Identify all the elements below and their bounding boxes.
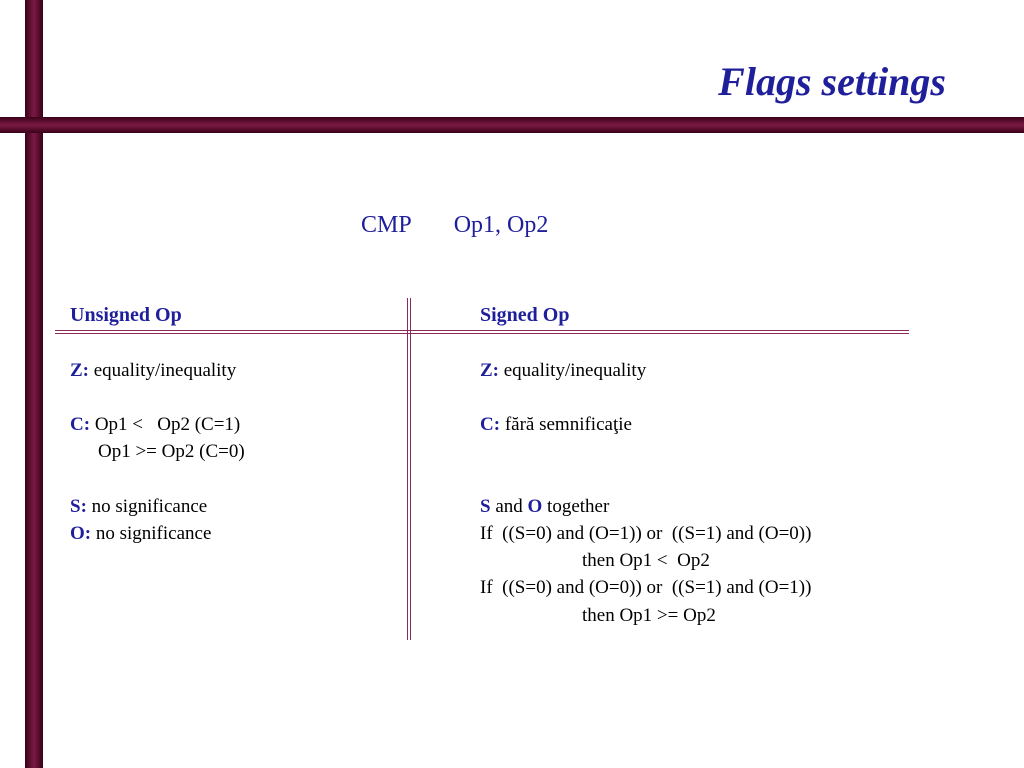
left-decorative-bar <box>25 0 43 768</box>
instruction-operands: Op1, Op2 <box>453 212 549 238</box>
instruction-mnemonic: CMP <box>361 212 412 238</box>
unsigned-c-key: C: <box>70 414 91 435</box>
slide-title: Flags settings <box>718 59 946 104</box>
unsigned-z-row <box>70 359 236 383</box>
unsigned-z-text: equality/inequality <box>89 360 237 381</box>
signed-together-text: together <box>542 496 610 517</box>
signed-z-key: Z: <box>480 360 499 381</box>
signed-s-key: S <box>480 496 491 517</box>
signed-if1-row: If ((S=0) and (O=1)) or ((S=1) and (O=0)) <box>480 523 812 544</box>
signed-z-row <box>480 359 646 383</box>
signed-and-text: and <box>490 496 528 517</box>
unsigned-o-key: O: <box>70 523 92 544</box>
top-decorative-bar <box>0 117 1024 133</box>
table-horizontal-divider <box>55 330 909 334</box>
unsigned-c-row <box>70 413 240 437</box>
unsigned-o-row <box>70 522 211 546</box>
unsigned-s-row <box>70 495 207 519</box>
signed-z-text: equality/inequality <box>499 360 647 381</box>
signed-so-row <box>480 495 609 519</box>
unsigned-c-text1: Op1 < Op2 (C=1) <box>90 414 241 435</box>
unsigned-s-text: no significance <box>86 496 208 517</box>
instruction-line <box>361 212 548 239</box>
signed-c-key: C: <box>480 414 501 435</box>
signed-o-key: O <box>527 496 543 517</box>
unsigned-c-row2: Op1 >= Op2 (C=0) <box>98 441 245 462</box>
unsigned-s-key: S: <box>70 496 87 517</box>
signed-then1-row: then Op1 < Op2 <box>582 550 710 571</box>
unsigned-header: Unsigned Op <box>70 304 182 326</box>
table-vertical-divider <box>407 298 411 640</box>
signed-if2-row: If ((S=0) and (O=0)) or ((S=1) and (O=1)) <box>480 577 812 598</box>
signed-then2-row: then Op1 >= Op2 <box>582 605 716 626</box>
signed-c-row <box>480 413 632 437</box>
unsigned-o-text: no significance <box>91 523 212 544</box>
unsigned-z-key: Z: <box>70 360 89 381</box>
signed-header: Signed Op <box>480 304 570 326</box>
signed-c-text: fără semnificaţie <box>500 414 632 435</box>
